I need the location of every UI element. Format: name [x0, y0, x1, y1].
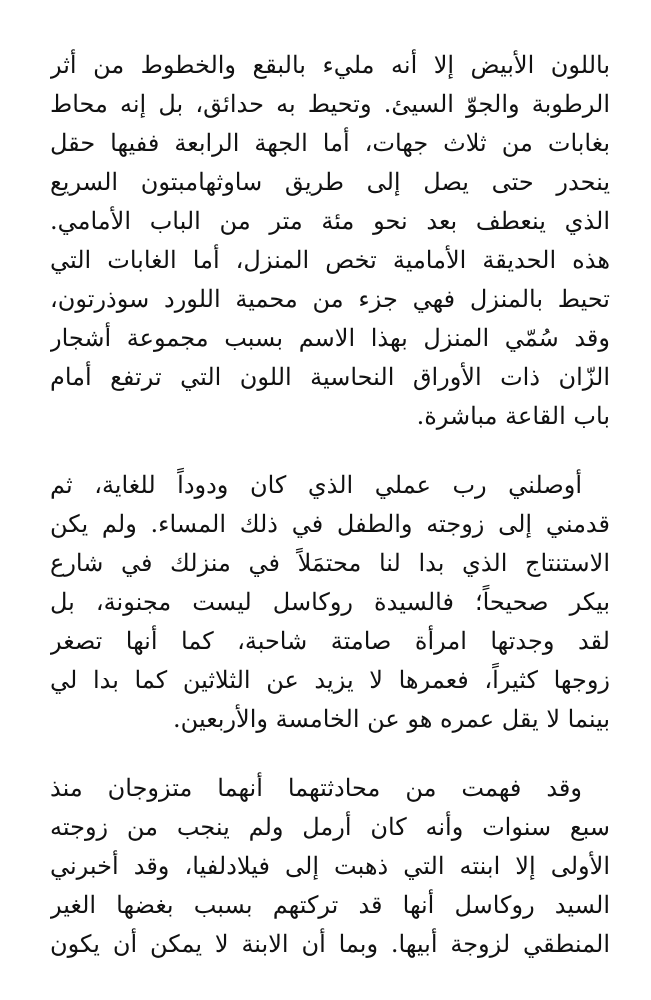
- paragraph-3: [50, 769, 610, 964]
- text-line: بيكر صحيحاً؛ فالسيدة روكاسل ليست مجنونة، بل: [50, 588, 610, 616]
- book-page: [50, 46, 610, 964]
- paragraph-1: [50, 46, 610, 436]
- text-line: السيد روكاسل أنها قد تركتهم بسبب بغضها الغير: [50, 891, 610, 919]
- text-line: الزّان ذات الأوراق النحاسية اللون التي ترتفع أمام: [50, 363, 610, 391]
- text-line: سبع سنوات وأنه كان أرمل ولم ينجب من زوجته: [50, 813, 610, 841]
- text-line: قدمني إلى زوجته والطفل في ذلك المساء. ولم يكن: [50, 510, 610, 538]
- text-line-first: وقد فهمت من محادثتهما أنهما متزوجان منذ: [50, 774, 582, 802]
- text-line-last: باب القاعة مباشرة.: [416, 402, 610, 430]
- text-line: هذه الحديقة الأمامية تخص المنزل، أما الغابات التي: [50, 246, 610, 274]
- text-line: الذي ينعطف بعد نحو مئة متر من الباب الأمامي.: [50, 207, 610, 235]
- text-line: زوجها كثيراً، فعمرها لا يزيد عن الثلاثين كما بدا لي: [50, 666, 610, 694]
- text-line-first: أوصلني رب عملي الذي كان ودوداً للغاية، ثم: [50, 471, 582, 499]
- text-line-last: بينما لا يقل عمره هو عن الخامسة والأربعين.: [173, 705, 610, 733]
- text-line: الرطوبة والجوّ السيئ. وتحيط به حدائق، بل إنه محاط: [50, 90, 610, 118]
- text-line: ينحدر حتى يصل إلى طريق ساوثهامبتون السريع: [50, 168, 610, 196]
- text-line: تحيط بالمنزل فهي جزء من محمية اللورد سوذرتون،: [50, 285, 610, 313]
- text-line: بغابات من ثلاث جهات، أما الجهة الرابعة ففيها حقل: [50, 129, 610, 157]
- text-line: الاستنتاج الذي بدا لنا محتمَلاً في منزلك في شارع: [50, 549, 610, 577]
- text-line: وقد سُمّي المنزل بهذا الاسم بسبب مجموعة أشجار: [50, 324, 610, 352]
- text-line: باللون الأبيض إلا أنه مليء بالبقع والخطوط من أثر: [50, 51, 610, 79]
- paragraph-2: [50, 466, 610, 739]
- text-line: لقد وجدتها امرأة صامتة شاحبة، كما أنها تصغر: [50, 627, 610, 655]
- text-line: المنطقي لزوجة أبيها. وبما أن الابنة لا يمكن أن يكون: [50, 930, 610, 958]
- text-line: الأولى إلا ابنته التي ذهبت إلى فيلادلفيا، وقد أخبرني: [50, 852, 610, 880]
